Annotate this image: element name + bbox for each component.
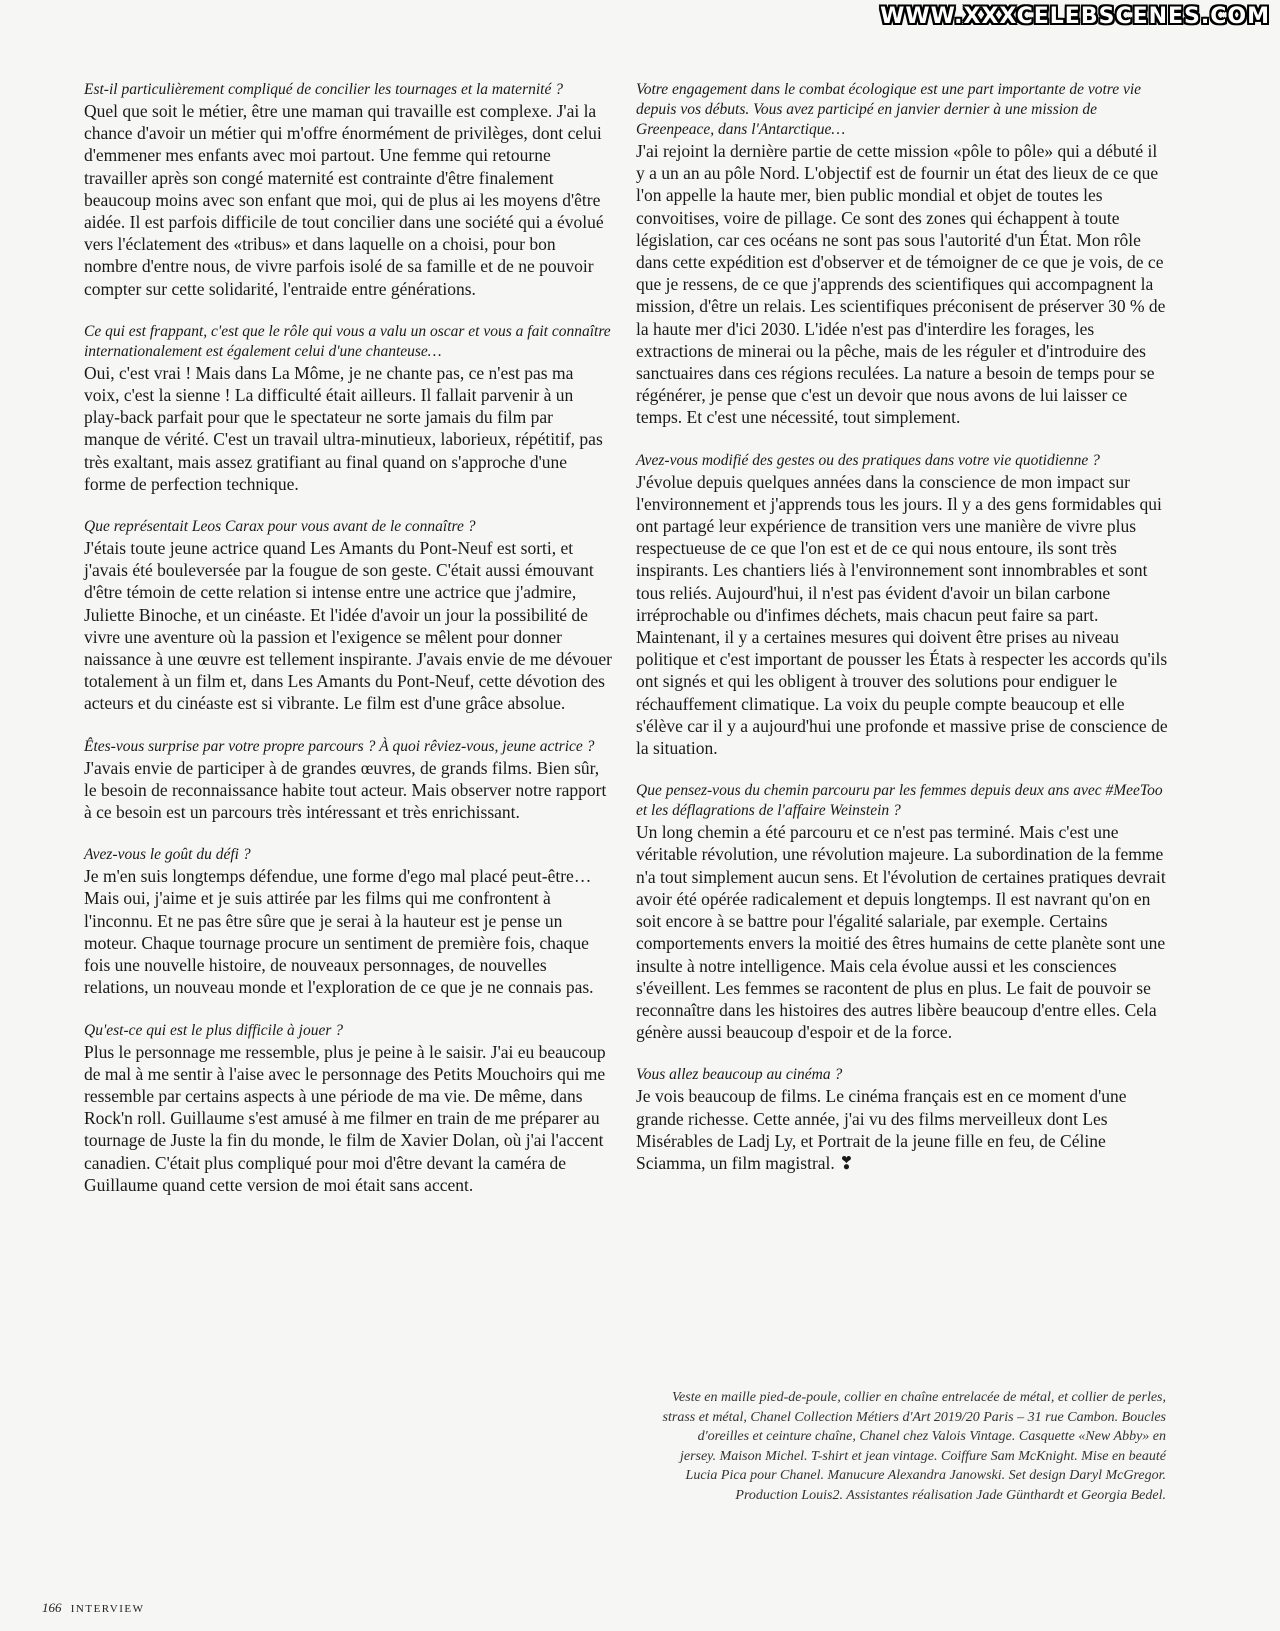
qa-block <box>84 517 612 715</box>
question: Qu'est-ce qui est le plus difficile à jouer ? <box>84 1021 344 1039</box>
question: Vous allez beaucoup au cinéma ? <box>636 1066 843 1084</box>
answer: Je m'en suis longtemps défendue, une forme d'ego mal placé peut-être… Mais oui, j'aime et je suis attirée par les films qui me confrontent à l'inconnu. Et ne pas être sûre que je serai à la hauteur est je pense un moteur. Chaque tournage procure un sentiment de première fois, chaque fois une nouvelle histoire, de nouveaux personnages, de nouvelles relations, un nouveau monde et l'exploration de ce que je ne connais pas. <box>84 866 594 998</box>
answer: Un long chemin a été parcouru et ce n'est pas terminé. Mais c'est une véritable révolution, une révolution majeure. La subordination de la femme n'a tout simplement aucun sens. Et l'évolution de certaines pratiques devrait avoir été opérée radicalement et depuis longtemps. Il est navrant qu'on en soit encore à se battre pour l'égalité salariale, par exemple. Certains comportements envers la moitié des êtres humains de cette planète sont une insulte à notre intelligence. Mais cela évolue aussi et les consciences s'éveillent. Les femmes se racontent de plus en plus. Le fait de pouvoir se reconnaître dans les histoires des autres libère beaucoup d'entre elles. Cela génère aussi beaucoup d'espoir et de la force. <box>636 822 1166 1043</box>
question: Avez-vous le goût du défi ? <box>84 846 251 864</box>
right-column <box>636 80 1168 1196</box>
answer: Quel que soit le métier, être une maman qui travaille est complexe. J'ai la chance d'avoir un métier qui m'offre énormément de privilèges, dont celui d'emmener mes enfants avec moi partout. Une femme qui retourne travailler après son congé maternité est contrainte d'être finalement beaucoup moins avec son enfant que moi, qui de plus ai les moyens d'être aidée. Il est parfois difficile de tout concilier dans une société qui a évolué vers l'éclatement des «tribus» et dans laquelle on a choisi, pour bon nombre d'entre nous, de vivre parfois isolé de sa famille et de ne pouvoir compter sur cette solidarité, l'entraide entre générations. <box>84 101 604 299</box>
answer: J'évolue depuis quelques années dans la conscience de mon impact sur l'environnement et j'apprends tous les jours. Il y a des gens formidables qui ont partagé leur expérience de transition vers une manière de vivre plus respectueuse de ce que l'on est et de ce qui nous entoure, ils sont très inspirants. Les chantiers liés à l'environnement sont innombrables et sont tous reliés. Aujourd'hui, il n'est pas évident d'avoir un bilan carbone irréprochable ou d'infimes déchets, mais chacun peut faire sa part. Maintenant, il y a certaines mesures qui doivent être prises au niveau politique et c'est important de pousser les États à respecter les accords qu'ils ont signés et qui les obligent à trouver des solutions pour endiguer le réchauffement climatique. La voix du peuple compte beaucoup et elle s'élève car il y a aujourd'hui une profonde et massive prise de conscience de la situation. <box>636 471 1168 759</box>
left-column <box>84 80 612 1218</box>
question: Votre engagement dans le combat écologique est une part importante de votre vie depuis vos débuts. Vous avez participé en janvier dernier à une mission de Greenpeace, dans l'Antarctique… <box>636 81 1142 138</box>
question: Êtes-vous surprise par votre propre parcours ? À quoi rêviez-vous, jeune actrice ? <box>84 737 595 755</box>
question: Avez-vous modifié des gestes ou des pratiques dans votre vie quotidienne ? <box>636 451 1100 469</box>
qa-block <box>636 80 1168 429</box>
qa-block <box>636 781 1168 1043</box>
qa-block <box>636 451 1168 760</box>
watermark: WWW.XXXCELEBSCENES.COM <box>880 4 1270 29</box>
qa-block <box>84 1021 612 1196</box>
qa-block <box>636 1065 1168 1174</box>
photo-credits: Veste en maille pied-de-poule, collier en chaîne entrelacée de métal, et collier de perles, strass et métal, Chanel Collection Métiers d'Art 2019/20 Paris – 31 rue Cambon. Boucles d'oreilles et ceinture chaîne, Chanel chez Valois Vintage. Casquette «New Abby» en jersey. Maison Michel. T-shirt et jean vintage. Coiffure Sam McKnight. Mise en beauté Lucia Pica pour Chanel. Manucure Alexandra Janowski. Set design Daryl McGregor. Production Louis2. Assistantes réalisation Jade Günthardt et Georgia Bedel. <box>662 1390 1166 1503</box>
question: Que pensez-vous du chemin parcouru par les femmes depuis deux ans avec #MeeToo et les déflagrations de l'affaire Weinstein ? <box>636 782 1163 820</box>
qa-block <box>84 80 612 300</box>
answer: J'avais envie de participer à de grandes œuvres, de grands films. Bien sûr, le besoin de reconnaissance habite tout acteur. Mais observer notre rapport à ce besoin est un parcours très intéressant et très enrichissant. <box>84 757 607 823</box>
question: Que représentait Leos Carax pour vous avant de le connaître ? <box>84 518 476 536</box>
page-number: 166 <box>42 1600 62 1615</box>
answer: J'ai rejoint la dernière partie de cette mission «pôle to pôle» qui a débuté il y a un an au pôle Nord. L'objectif est de fournir un état des lieux de ce que l'on appelle la haute mer, bien public mondial et objet de toutes les convoitises, voire de pillage. Ce sont des zones qui échappent à toute législation, car ces océans ne sont pas sous l'autorité d'un État. Mon rôle dans cette expédition est d'observer et de témoigner de ce que je vois, de ce que je ressens, de ce que j'apprends des scientifiques qui accompagnent la mission, d'être un relais. Les scientifiques préconisent de préserver 30 % de la haute mer d'ici 2030. L'idée n'est pas d'interdire les forages, les extractions de minerai ou la pêche, mais de les réguler et d'introduire des sanctuaires dans ces régions reculées. La nature a besoin de temps pour se régénérer, je pense que c'est un devoir que nous avons de lui laisser ce temps. Et c'est une nécessité, tout simplement. <box>636 141 1166 428</box>
magazine-name: INTERVIEW <box>70 1603 145 1615</box>
answer: Plus le personnage me ressemble, plus je peine à le saisir. J'ai eu beaucoup de mal à me sentir à l'aise avec le personnage des Petits Mouchoirs qui me ressemble par certains aspects à une période de ma vie. De même, dans Rock'n roll. Guillaume s'est amusé à me filmer en train de me préparer au tournage de Juste la fin du monde, le film de Xavier Dolan, où j'ai l'accent canadien. C'était plus compliqué pour moi d'être devant la caméra de Guillaume quand cette version de moi était sans accent. <box>84 1041 606 1195</box>
qa-block <box>84 845 612 998</box>
answer: Oui, c'est vrai ! Mais dans La Môme, je ne chante pas, ce n'est pas ma voix, c'est la sienne ! La difficulté était ailleurs. Il fallait parvenir à un play-back parfait pour que le spectateur ne sorte jamais du film par manque de vérité. C'est un travail ultra-minutieux, laborieux, répétitif, pas très exaltant, mais assez gratifiant au final quand on s'approche d'une forme de perfection technique. <box>84 362 603 494</box>
qa-block <box>84 322 612 495</box>
question: Est-il particulièrement compliqué de concilier les tournages et la maternité ? <box>84 81 563 98</box>
page-footer <box>42 1600 144 1616</box>
question: Ce qui est frappant, c'est que le rôle qui vous a valu un oscar et vous a fait connaître internationalement est également celui d'une chanteuse… <box>84 322 611 360</box>
answer: J'étais toute jeune actrice quand Les Amants du Pont-Neuf est sorti, et j'avais été bouleversée par la fougue de son geste. C'était aussi émouvant d'être témoin de cette relation si intense entre une actrice que j'admire, Juliette Binoche, et un cinéaste. Et l'idée d'avoir un jour la possibilité de vivre une aventure où la passion et l'exigence se mêlent pour donner naissance à une œuvre est tellement inspirante. J'avais envie de me dévouer totalement à un film et, dans Les Amants du Pont-Neuf, cette dévotion des acteurs et du cinéaste est si vibrante. Le film est d'une grâce absolue. <box>84 538 612 714</box>
answer: Je vois beaucoup de films. Le cinéma français est en ce moment d'une grande richesse. Cette année, j'ai vu des films merveilleux dont Les Misérables de Ladj Ly, et Portrait de la jeune fille en feu, de Céline Sciamma, un film magistral. ❣ <box>636 1086 1127 1173</box>
qa-block <box>84 737 612 824</box>
